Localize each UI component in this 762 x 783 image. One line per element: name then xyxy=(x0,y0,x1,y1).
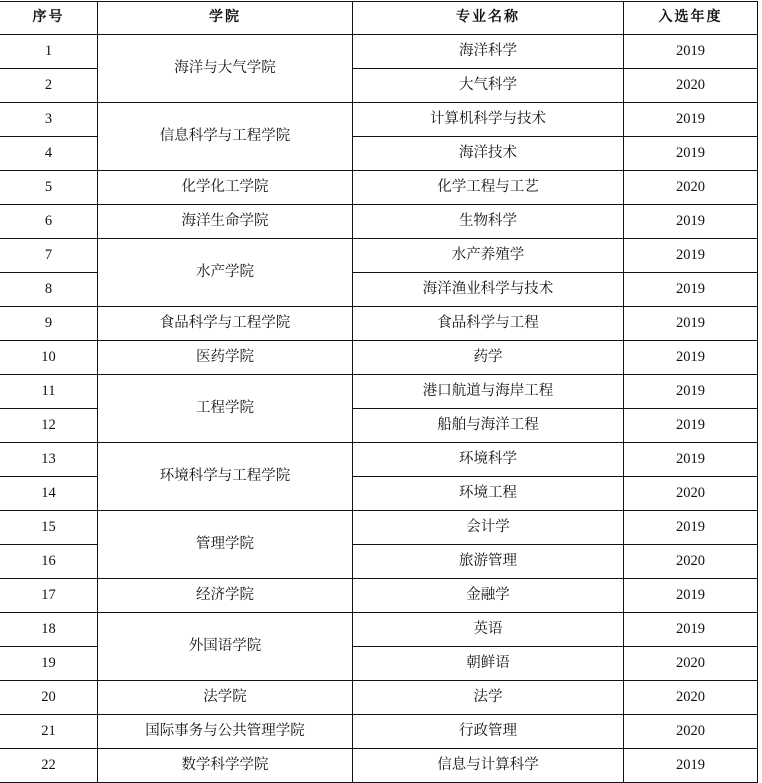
year-cell: 2020 xyxy=(624,545,758,579)
year-cell: 2019 xyxy=(624,137,758,171)
row-index: 9 xyxy=(0,307,98,341)
row-index: 13 xyxy=(0,443,98,477)
year-cell: 2019 xyxy=(624,613,758,647)
year-cell: 2020 xyxy=(624,647,758,681)
header-year: 入选年度 xyxy=(624,2,758,35)
major-cell: 港口航道与海岸工程 xyxy=(353,375,624,409)
major-cell: 化学工程与工艺 xyxy=(353,171,624,205)
college-cell: 管理学院 xyxy=(98,511,353,579)
college-cell: 化学化工学院 xyxy=(98,171,353,205)
header-college: 学院 xyxy=(98,2,353,35)
major-cell: 信息与计算科学 xyxy=(353,749,624,783)
row-index: 17 xyxy=(0,579,98,613)
year-cell: 2019 xyxy=(624,443,758,477)
table-row xyxy=(0,443,758,477)
college-cell: 信息科学与工程学院 xyxy=(98,103,353,171)
table-row xyxy=(0,681,758,715)
header-major: 专业名称 xyxy=(353,2,624,35)
table-row xyxy=(0,205,758,239)
year-cell: 2019 xyxy=(624,749,758,783)
row-index: 19 xyxy=(0,647,98,681)
major-cell: 海洋科学 xyxy=(353,35,624,69)
year-cell: 2019 xyxy=(624,239,758,273)
college-cell: 海洋生命学院 xyxy=(98,205,353,239)
row-index: 2 xyxy=(0,69,98,103)
major-cell: 环境科学 xyxy=(353,443,624,477)
table-row xyxy=(0,103,758,137)
row-index: 21 xyxy=(0,715,98,749)
major-cell: 大气科学 xyxy=(353,69,624,103)
major-cell: 金融学 xyxy=(353,579,624,613)
year-cell: 2019 xyxy=(624,409,758,443)
row-index: 5 xyxy=(0,171,98,205)
table-row xyxy=(0,171,758,205)
college-cell: 外国语学院 xyxy=(98,613,353,681)
major-cell: 海洋技术 xyxy=(353,137,624,171)
year-cell: 2020 xyxy=(624,681,758,715)
row-index: 8 xyxy=(0,273,98,307)
major-cell: 会计学 xyxy=(353,511,624,545)
majors-table xyxy=(0,1,758,783)
major-cell: 环境工程 xyxy=(353,477,624,511)
year-cell: 2019 xyxy=(624,375,758,409)
table-row xyxy=(0,715,758,749)
year-cell: 2020 xyxy=(624,171,758,205)
college-cell: 水产学院 xyxy=(98,239,353,307)
table-row xyxy=(0,239,758,273)
table-row xyxy=(0,307,758,341)
header-index: 序号 xyxy=(0,2,98,35)
row-index: 12 xyxy=(0,409,98,443)
year-cell: 2019 xyxy=(624,273,758,307)
major-cell: 旅游管理 xyxy=(353,545,624,579)
row-index: 11 xyxy=(0,375,98,409)
college-cell: 国际事务与公共管理学院 xyxy=(98,715,353,749)
major-cell: 行政管理 xyxy=(353,715,624,749)
major-cell: 食品科学与工程 xyxy=(353,307,624,341)
major-cell: 朝鲜语 xyxy=(353,647,624,681)
row-index: 4 xyxy=(0,137,98,171)
college-cell: 法学院 xyxy=(98,681,353,715)
row-index: 20 xyxy=(0,681,98,715)
year-cell: 2019 xyxy=(624,103,758,137)
table-row xyxy=(0,35,758,69)
major-cell: 药学 xyxy=(353,341,624,375)
major-cell: 英语 xyxy=(353,613,624,647)
row-index: 15 xyxy=(0,511,98,545)
year-cell: 2019 xyxy=(624,205,758,239)
row-index: 10 xyxy=(0,341,98,375)
row-index: 14 xyxy=(0,477,98,511)
college-cell: 海洋与大气学院 xyxy=(98,35,353,103)
table-row xyxy=(0,341,758,375)
year-cell: 2019 xyxy=(624,307,758,341)
year-cell: 2020 xyxy=(624,477,758,511)
table-row xyxy=(0,511,758,545)
table-body xyxy=(0,35,758,783)
table-row xyxy=(0,579,758,613)
row-index: 16 xyxy=(0,545,98,579)
header-row xyxy=(0,2,758,35)
major-cell: 法学 xyxy=(353,681,624,715)
major-cell: 船舶与海洋工程 xyxy=(353,409,624,443)
year-cell: 2019 xyxy=(624,341,758,375)
year-cell: 2020 xyxy=(624,69,758,103)
row-index: 18 xyxy=(0,613,98,647)
row-index: 3 xyxy=(0,103,98,137)
major-cell: 计算机科学与技术 xyxy=(353,103,624,137)
college-cell: 环境科学与工程学院 xyxy=(98,443,353,511)
row-index: 6 xyxy=(0,205,98,239)
row-index: 22 xyxy=(0,749,98,783)
year-cell: 2019 xyxy=(624,35,758,69)
college-cell: 工程学院 xyxy=(98,375,353,443)
major-cell: 水产养殖学 xyxy=(353,239,624,273)
table-row xyxy=(0,613,758,647)
college-cell: 医药学院 xyxy=(98,341,353,375)
college-cell: 数学科学学院 xyxy=(98,749,353,783)
year-cell: 2019 xyxy=(624,511,758,545)
year-cell: 2019 xyxy=(624,579,758,613)
row-index: 1 xyxy=(0,35,98,69)
table-row xyxy=(0,749,758,783)
table-row xyxy=(0,375,758,409)
college-cell: 经济学院 xyxy=(98,579,353,613)
year-cell: 2020 xyxy=(624,715,758,749)
major-cell: 海洋渔业科学与技术 xyxy=(353,273,624,307)
major-cell: 生物科学 xyxy=(353,205,624,239)
college-cell: 食品科学与工程学院 xyxy=(98,307,353,341)
row-index: 7 xyxy=(0,239,98,273)
